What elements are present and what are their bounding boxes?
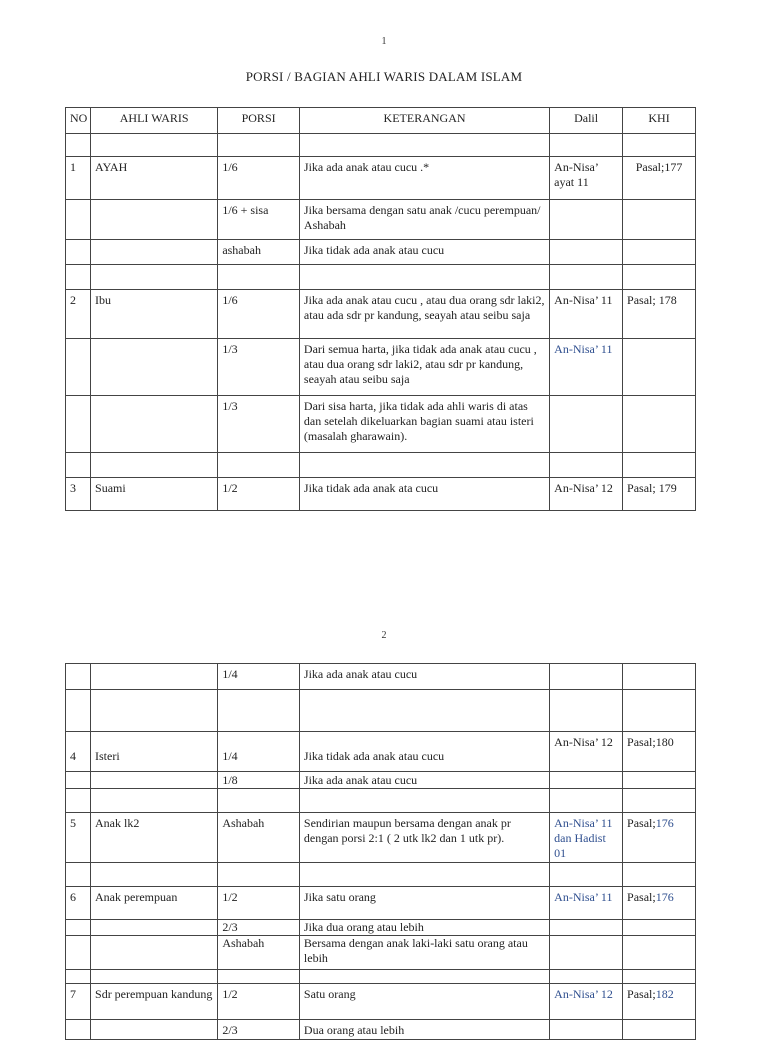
cell-ahli-waris	[91, 265, 218, 290]
cell-keterangan: Jika tidak ada anak atau cucu	[299, 240, 549, 265]
cell-porsi	[218, 134, 300, 157]
cell-ahli-waris: Isteri	[91, 732, 218, 772]
table-row	[66, 396, 696, 453]
table-row	[66, 920, 696, 936]
cell-keterangan: Jika ada anak atau cucu	[299, 664, 549, 690]
cell-porsi: 1/2	[218, 984, 300, 1020]
table-row	[66, 478, 696, 511]
table-row	[66, 789, 696, 813]
cell-khi	[623, 690, 696, 732]
cell-ahli-waris	[91, 789, 218, 813]
cell-no	[66, 690, 91, 732]
cell-dalil	[550, 265, 623, 290]
cell-porsi: ashabah	[218, 240, 300, 265]
cell-ahli-waris	[91, 453, 218, 478]
cell-no	[66, 936, 91, 970]
table-row	[66, 690, 696, 732]
cell-dalil	[550, 664, 623, 690]
cell-keterangan	[299, 789, 549, 813]
cell-dalil	[550, 1020, 623, 1040]
khi-prefix: Pasal;	[627, 987, 656, 1001]
cell-keterangan	[299, 453, 549, 478]
cell-porsi: 1/2	[218, 887, 300, 920]
cell-no: 3	[66, 478, 91, 511]
cell-porsi: Ashabah	[218, 936, 300, 970]
table-row	[66, 265, 696, 290]
cell-no	[66, 453, 91, 478]
cell-porsi: 1/6	[218, 157, 300, 200]
table-row	[66, 813, 696, 863]
header-porsi: PORSI	[218, 108, 300, 134]
cell-no	[66, 920, 91, 936]
inheritance-table-page2	[65, 663, 696, 1040]
khi-number: 176	[655, 890, 674, 904]
cell-dalil: An-Nisa’ 11	[550, 339, 623, 396]
cell-porsi	[218, 789, 300, 813]
table-row	[66, 664, 696, 690]
table-row	[66, 887, 696, 920]
cell-khi	[623, 1020, 696, 1040]
cell-keterangan	[299, 690, 549, 732]
cell-no	[66, 664, 91, 690]
cell-ahli-waris	[91, 339, 218, 396]
cell-keterangan: Jika ada anak atau cucu , atau dua orang sdr laki2, atau ada sdr pr kandung, seayah atau seibu saja	[299, 290, 549, 339]
cell-khi	[623, 813, 696, 863]
cell-dalil: An-Nisa’ 12	[550, 478, 623, 511]
cell-ahli-waris: Ibu	[91, 290, 218, 339]
khi-number: 176	[655, 816, 674, 830]
cell-dalil: An-Nisa’ ayat 11	[550, 157, 623, 200]
cell-ahli-waris: Suami	[91, 478, 218, 511]
page-title: PORSI / BAGIAN AHLI WARIS DALAM ISLAM	[245, 69, 523, 84]
table-row	[66, 240, 696, 265]
cell-khi	[623, 887, 696, 920]
cell-no	[66, 200, 91, 240]
cell-porsi: 2/3	[218, 920, 300, 936]
header-ahli-waris: AHLI WARIS	[91, 108, 218, 134]
cell-keterangan	[299, 863, 549, 887]
cell-dalil	[550, 690, 623, 732]
cell-keterangan: Dua orang atau lebih	[299, 1020, 549, 1040]
cell-ahli-waris: Anak perempuan	[91, 887, 218, 920]
cell-porsi: 1/2	[218, 478, 300, 511]
cell-keterangan: Satu orang	[299, 984, 549, 1020]
table-row	[66, 863, 696, 887]
cell-dalil	[550, 240, 623, 265]
cell-keterangan: Jika dua orang atau lebih	[299, 920, 549, 936]
cell-porsi	[218, 265, 300, 290]
cell-khi	[623, 396, 696, 453]
cell-dalil	[550, 920, 623, 936]
cell-no: 6	[66, 887, 91, 920]
table-row	[66, 453, 696, 478]
cell-no	[66, 134, 91, 157]
cell-ahli-waris: Sdr perempuan kandung	[91, 984, 218, 1020]
cell-dalil	[550, 970, 623, 984]
cell-porsi	[218, 453, 300, 478]
cell-keterangan: Jika satu orang	[299, 887, 549, 920]
cell-dalil: An-Nisa’ 11 dan Hadist 01	[550, 813, 623, 863]
cell-no	[66, 1020, 91, 1040]
cell-keterangan: Sendirian maupun bersama dengan anak pr dengan porsi 2:1 ( 2 utk lk2 dan 1 utk pr).	[299, 813, 549, 863]
cell-dalil	[550, 789, 623, 813]
cell-ahli-waris: AYAH	[91, 157, 218, 200]
cell-khi	[623, 664, 696, 690]
cell-no	[66, 396, 91, 453]
cell-dalil: An-Nisa’ 11	[550, 290, 623, 339]
cell-khi	[623, 863, 696, 887]
cell-ahli-waris	[91, 200, 218, 240]
cell-dalil	[550, 772, 623, 789]
header-keterangan: KETERANGAN	[299, 108, 549, 134]
cell-ahli-waris	[91, 970, 218, 984]
cell-khi: Pasal;177	[623, 157, 696, 200]
cell-ahli-waris	[91, 134, 218, 157]
table-header-row	[66, 108, 696, 134]
cell-ahli-waris	[91, 772, 218, 789]
cell-dalil: An-Nisa’ 11	[550, 887, 623, 920]
cell-ahli-waris	[91, 690, 218, 732]
cell-khi	[623, 789, 696, 813]
table-row	[66, 936, 696, 970]
cell-khi	[623, 265, 696, 290]
cell-dalil: An-Nisa’ 12	[550, 732, 623, 772]
cell-khi	[623, 936, 696, 970]
table-row	[66, 339, 696, 396]
khi-number: 180	[655, 735, 674, 749]
cell-porsi	[218, 970, 300, 984]
khi-prefix: Pasal;	[627, 890, 656, 904]
cell-khi	[623, 732, 696, 772]
cell-no: 5	[66, 813, 91, 863]
cell-dalil: An-Nisa’ 12	[550, 984, 623, 1020]
cell-ahli-waris	[91, 396, 218, 453]
cell-khi	[623, 970, 696, 984]
header-khi: KHI	[623, 108, 696, 134]
cell-khi	[623, 920, 696, 936]
cell-no	[66, 240, 91, 265]
table-row	[66, 290, 696, 339]
inheritance-table-page1	[65, 107, 696, 511]
cell-keterangan: Jika bersama dengan satu anak /cucu perempuan/ Ashabah	[299, 200, 549, 240]
cell-no: 7	[66, 984, 91, 1020]
cell-khi	[623, 200, 696, 240]
table-row	[66, 1020, 696, 1040]
table-row	[66, 772, 696, 789]
khi-number: 182	[655, 987, 674, 1001]
cell-dalil	[550, 200, 623, 240]
cell-dalil	[550, 134, 623, 157]
cell-no: 1	[66, 157, 91, 200]
cell-porsi: 1/6	[218, 290, 300, 339]
cell-porsi: 1/8	[218, 772, 300, 789]
page-number: 2	[381, 630, 387, 641]
cell-keterangan: Bersama dengan anak laki-laki satu orang atau lebih	[299, 936, 549, 970]
cell-keterangan: Jika tidak ada anak atau cucu	[299, 732, 549, 772]
table-row	[66, 984, 696, 1020]
cell-ahli-waris	[91, 920, 218, 936]
cell-porsi: 1/4	[218, 732, 300, 772]
cell-khi	[623, 453, 696, 478]
cell-porsi	[218, 863, 300, 887]
cell-no: 4	[66, 732, 91, 772]
page-number: 1	[381, 36, 387, 47]
cell-porsi: Ashabah	[218, 813, 300, 863]
cell-ahli-waris	[91, 664, 218, 690]
cell-ahli-waris	[91, 863, 218, 887]
cell-khi	[623, 134, 696, 157]
table-row	[66, 157, 696, 200]
cell-dalil	[550, 863, 623, 887]
cell-ahli-waris	[91, 1020, 218, 1040]
cell-dalil	[550, 396, 623, 453]
cell-khi	[623, 984, 696, 1020]
cell-porsi: 2/3	[218, 1020, 300, 1040]
cell-porsi: 1/3	[218, 339, 300, 396]
cell-no: 2	[66, 290, 91, 339]
cell-ahli-waris	[91, 240, 218, 265]
khi-prefix: Pasal;	[627, 816, 656, 830]
cell-ahli-waris: Anak lk2	[91, 813, 218, 863]
cell-dalil	[550, 936, 623, 970]
cell-porsi: 1/3	[218, 396, 300, 453]
cell-khi: Pasal; 179	[623, 478, 696, 511]
khi-prefix: Pasal;	[627, 735, 656, 749]
cell-no	[66, 789, 91, 813]
cell-no	[66, 339, 91, 396]
cell-keterangan: Jika ada anak atau cucu	[299, 772, 549, 789]
cell-ahli-waris	[91, 936, 218, 970]
cell-keterangan	[299, 970, 549, 984]
cell-porsi: 1/4	[218, 664, 300, 690]
cell-no	[66, 863, 91, 887]
header-no: NO	[66, 108, 91, 134]
cell-keterangan	[299, 265, 549, 290]
cell-no	[66, 265, 91, 290]
table-row	[66, 732, 696, 772]
table-row	[66, 134, 696, 157]
cell-khi	[623, 339, 696, 396]
cell-khi	[623, 240, 696, 265]
cell-keterangan	[299, 134, 549, 157]
cell-keterangan: Dari sisa harta, jika tidak ada ahli waris di atas dan setelah dikeluarkan bagian suami atau isteri (masalah gharawain).	[299, 396, 549, 453]
cell-keterangan: Dari semua harta, jika tidak ada anak atau cucu , atau dua orang sdr laki2, atau sdr pr kandung, seayah atau seibu saja	[299, 339, 549, 396]
cell-porsi: 1/6 + sisa	[218, 200, 300, 240]
cell-keterangan: Jika ada anak atau cucu .*	[299, 157, 549, 200]
table-row	[66, 200, 696, 240]
cell-khi	[623, 772, 696, 789]
header-dalil: Dalil	[550, 108, 623, 134]
cell-keterangan: Jika tidak ada anak ata cucu	[299, 478, 549, 511]
table-row	[66, 970, 696, 984]
cell-no	[66, 970, 91, 984]
cell-no	[66, 772, 91, 789]
cell-porsi	[218, 690, 300, 732]
cell-dalil	[550, 453, 623, 478]
cell-khi: Pasal; 178	[623, 290, 696, 339]
